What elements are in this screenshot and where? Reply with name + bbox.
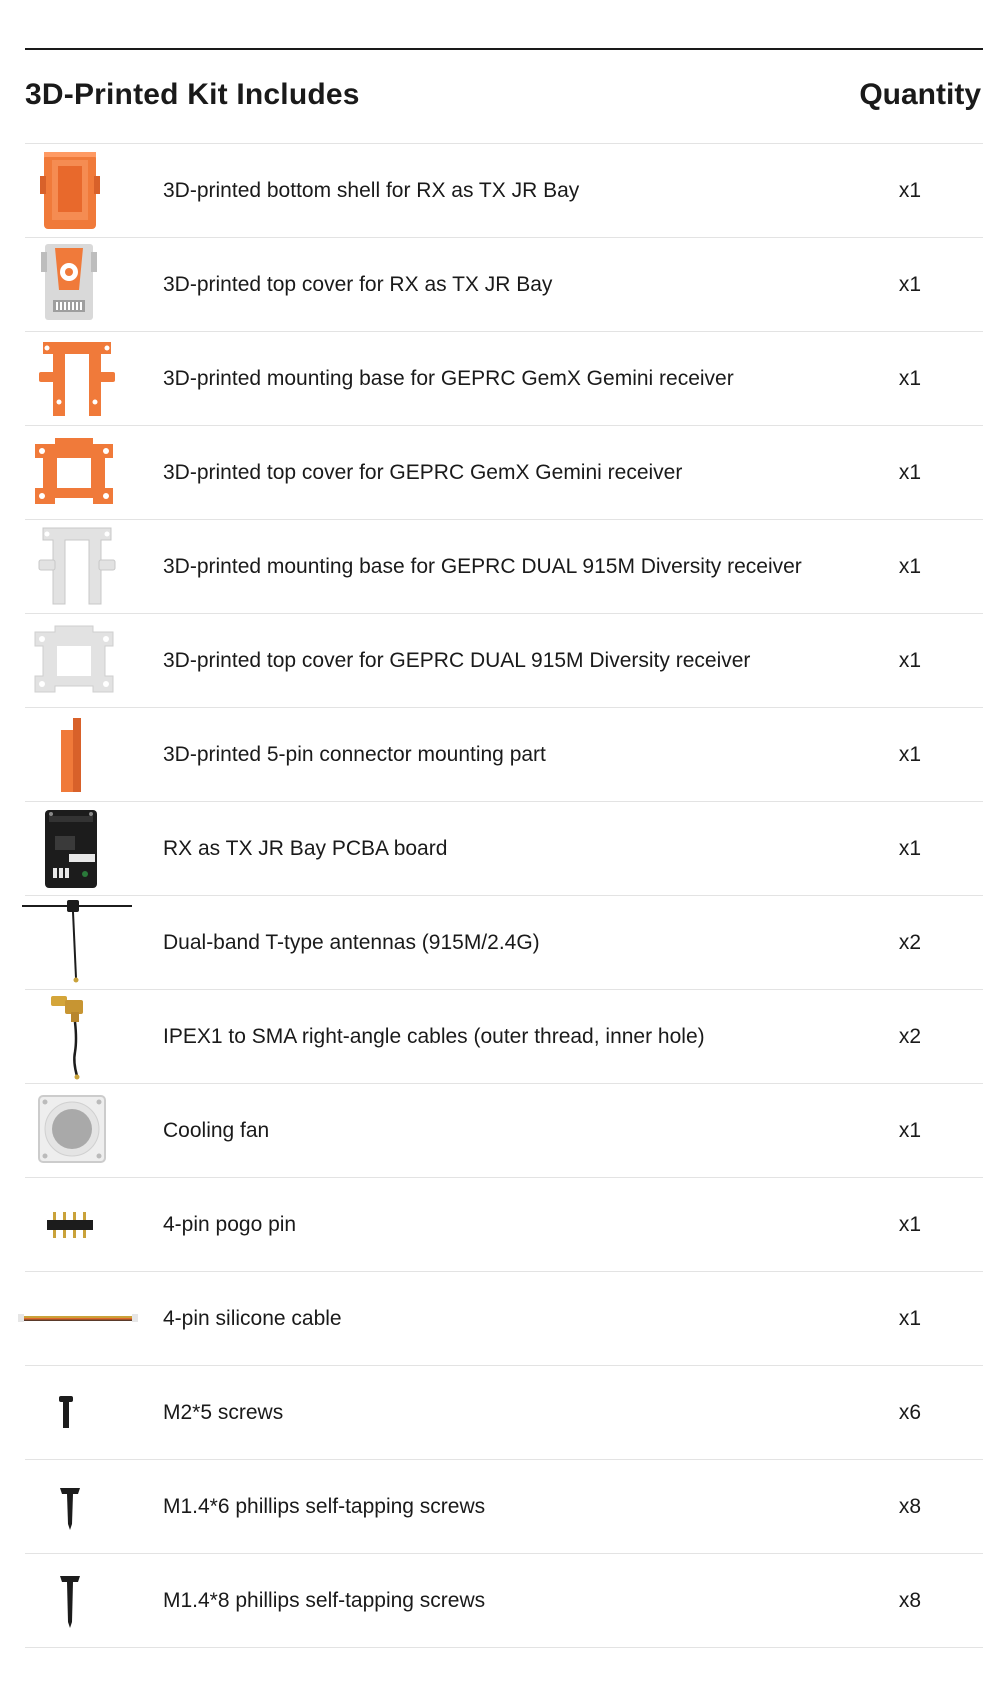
pogo-pin-icon (25, 1178, 151, 1271)
item-name: Cooling fan (163, 1119, 270, 1142)
item-quantity: x6 (898, 1401, 922, 1424)
item-name: 3D-printed bottom shell for RX as TX JR Bay (163, 179, 580, 202)
orange-bottom-shell-icon (25, 144, 151, 237)
gray-mounting-base-icon (25, 520, 151, 613)
screw-m14-6-icon (25, 1460, 151, 1553)
item-name: 3D-printed top cover for GEPRC GemX Gemini receiver (163, 461, 683, 484)
table-header (25, 50, 983, 144)
screw-m2-icon (25, 1366, 151, 1459)
item-name: 3D-printed top cover for RX as TX JR Bay (163, 273, 553, 296)
item-name: 4-pin pogo pin (163, 1213, 297, 1236)
item-quantity: x1 (898, 649, 922, 672)
top-cover-rx-icon (25, 238, 151, 331)
item-quantity: x1 (898, 461, 922, 484)
pcba-board-icon (25, 802, 151, 895)
item-quantity: x1 (898, 367, 922, 390)
item-quantity: x1 (898, 743, 922, 766)
gray-top-cover-frame-icon (25, 614, 151, 707)
item-quantity: x2 (898, 931, 922, 954)
item-quantity: x8 (898, 1495, 922, 1518)
screw-m14-8-icon (25, 1554, 151, 1647)
item-name: 3D-printed mounting base for GEPRC GemX Gemini receiver (163, 367, 734, 390)
item-name: 3D-printed mounting base for GEPRC DUAL 915M Diversity receiver (163, 555, 802, 578)
item-quantity: x1 (898, 555, 922, 578)
item-name: 3D-printed top cover for GEPRC DUAL 915M Diversity receiver (163, 649, 751, 672)
parts-list (25, 144, 983, 1648)
orange-connector-part-icon (25, 708, 151, 801)
item-quantity: x1 (898, 837, 922, 860)
item-name: 4-pin silicone cable (163, 1307, 342, 1330)
item-name: IPEX1 to SMA right-angle cables (outer thread, inner hole) (163, 1025, 705, 1048)
table-row (25, 332, 983, 426)
item-quantity: x8 (898, 1589, 922, 1612)
item-name: M2*5 screws (163, 1401, 284, 1424)
t-antenna-icon (25, 896, 151, 989)
table-row (25, 1178, 983, 1272)
header-quantity: Quantity (859, 78, 981, 111)
table-row (25, 802, 983, 896)
item-name: Dual-band T-type antennas (915M/2.4G) (163, 931, 540, 954)
table-row (25, 1084, 983, 1178)
item-quantity: x1 (898, 1307, 922, 1330)
item-name: M1.4*8 phillips self-tapping screws (163, 1589, 486, 1612)
table-row (25, 520, 983, 614)
sma-cable-icon (25, 990, 151, 1083)
table-row (25, 238, 983, 332)
item-name: RX as TX JR Bay PCBA board (163, 837, 448, 860)
orange-top-cover-frame-icon (25, 426, 151, 519)
table-row (25, 614, 983, 708)
item-quantity: x1 (898, 1213, 922, 1236)
table-row (25, 1272, 983, 1366)
table-row (25, 990, 983, 1084)
table-row (25, 1554, 983, 1648)
table-row (25, 144, 983, 238)
table-row (25, 896, 983, 990)
item-name: 3D-printed 5-pin connector mounting part (163, 743, 546, 766)
item-quantity: x1 (898, 179, 922, 202)
item-name: M1.4*6 phillips self-tapping screws (163, 1495, 486, 1518)
table-row (25, 1460, 983, 1554)
header-title: 3D-Printed Kit Includes (25, 78, 360, 111)
table-row (25, 426, 983, 520)
cooling-fan-icon (25, 1084, 151, 1177)
table-row (25, 1366, 983, 1460)
orange-mounting-base-icon (25, 332, 151, 425)
silicone-cable-icon (25, 1272, 151, 1365)
table-row (25, 708, 983, 802)
item-quantity: x1 (898, 273, 922, 296)
item-quantity: x1 (898, 1119, 922, 1142)
item-quantity: x2 (898, 1025, 922, 1048)
